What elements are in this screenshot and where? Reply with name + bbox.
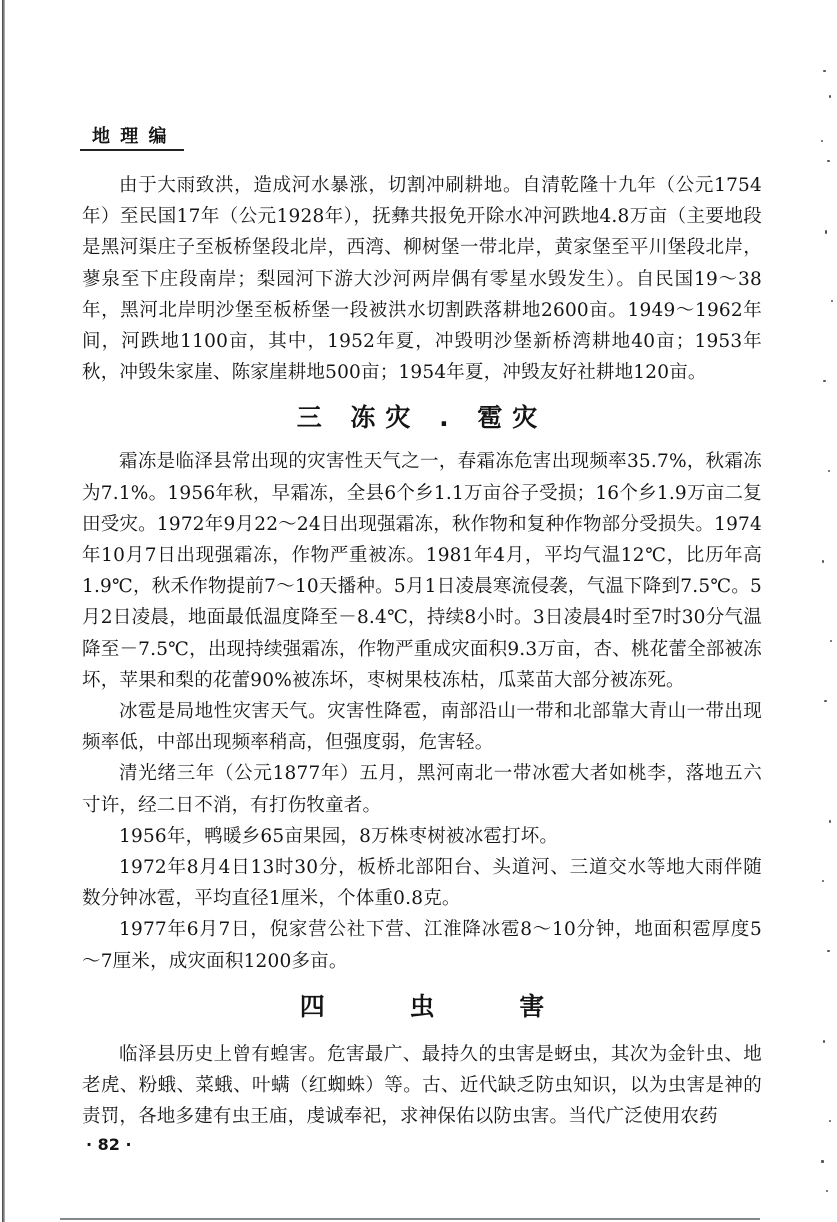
page-left-edge-shadow (2, 0, 5, 1222)
paragraph-hail-1972: 1972年8月4日13时30分，板桥北部阳台、头道河、三道交水等地大雨伴随数分钟冰雹，平均直径1厘米，个体重0.8克。 (82, 857, 762, 910)
scan-speck (829, 820, 831, 823)
section-heading-frost-hail: 三 冻灾 . 雹灾 (296, 403, 548, 433)
scan-speck (823, 380, 826, 382)
scan-speck (824, 700, 827, 702)
paragraph-hail-1877: 清光绪三年（公元1877年）五月，黑河南北一带冰雹大者如桃李，落地五六寸许，经二日不消，有打伤牧童者。 (82, 763, 762, 816)
scan-speck (829, 95, 831, 98)
page-number: · 82 · (86, 1135, 132, 1154)
header-underline (80, 149, 184, 151)
scan-speck (828, 470, 830, 472)
running-header: 地 理 编 (92, 126, 169, 147)
scan-speck (825, 230, 827, 234)
scan-speck (821, 140, 823, 142)
scan-speck (826, 1190, 828, 1192)
paragraph-hail-overview: 冰雹是局地性灾害天气。灾害性降雹，南部沿山一带和北部靠大青山一带出现频率低，中部出现频率稍高，但强度弱，危害轻。 (82, 701, 762, 754)
scan-noise-right-margin (817, 0, 837, 1222)
scan-speck (821, 1160, 824, 1163)
scan-speck (822, 880, 824, 882)
scan-speck (829, 1120, 831, 1122)
scan-speck (827, 160, 830, 162)
paragraph-hail-1977: 1977年6月7日，倪家营公社下营、江淮降冰雹8～10分钟，地面积雹厚度5～7厘米，成灾面积1200多亩。 (82, 919, 762, 972)
scan-speck (823, 1040, 825, 1043)
paragraph-frost: 霜冻是临泽县常出现的灾害性天气之一，春霜冻危害出现频率35.7%，秋霜冻为7.1%。1956年秋，早霜冻，全县6个乡1.1万亩谷子受损；16个乡1.9万亩二复田受灾。1972年9月22～24日出现强霜冻，秋作物和复种作物部分受损失。1974年10月7日出现强霜冻，作物严重被冻。1981年4月，平均气温12℃，比历年高1.9℃，秋禾作物提前7～10天播种。5月1日凌晨寒流侵袭，气温下降到7.5℃。5月2日凌晨，地面最低温度降至－8.4℃，持续8小时。3日凌晨4时至7时30分气温降至－7.5℃，出现持续强霜冻，作物严重成灾面积9.3万亩，杏、桃花蕾全部被冻坏，苹果和梨的花蕾90%被冻坏，枣树果枝冻枯，瓜菜苗大部分被冻死。 (82, 451, 762, 691)
scan-speck (827, 950, 830, 952)
scan-speck (822, 560, 824, 563)
page-bottom-edge (60, 1218, 760, 1220)
page-body (82, 170, 762, 1132)
section-heading-insect-pests: 四 虫 害 (299, 991, 583, 1021)
paragraph-hail-1956: 1956年，鸭暖乡65亩果园，8万株枣树被冰雹打坏。 (119, 825, 559, 847)
scan-speck (823, 70, 826, 72)
scan-speck (830, 640, 832, 642)
paragraph-flood: 由于大雨致洪，造成河水暴涨，切割冲刷耕地。自清乾隆十九年（公元1754年）至民国17年（公元1928年），抚彝共报免开除水冲河跌地4.8万亩（主要地段是黑河渠庄子至板桥堡段北岸，西湾、柳树堡一带北岸，黄家堡至平川堡段北岸，蓼泉至下庄段南岸；梨园河下游大沙河两岸偶有零星水毁发生）。自民国19～38年，黑河北岸明沙堡至板桥堡一段被洪水切割跌落耕地2600亩。1949～1962年间，河跌地1100亩，其中，1952年夏，冲毁明沙堡新桥湾耕地40亩；1953年秋，冲毁朱家崖、陈家崖耕地500亩；1954年夏，冲毁友好社耕地120亩。 (82, 175, 762, 384)
scan-speck (831, 300, 833, 302)
paragraph-insect-pests: 临泽县历史上曾有蝗害。危害最广、最持久的虫害是蚜虫，其次为金针虫、地老虎、粉蛾、菜蛾、叶螨（红蜘蛛）等。古、近代缺乏防虫知识，以为虫害是神的责罚，各地多建有虫王庙，虔诚奉祀，求神保佑以防虫害。当代广泛使用农药 (82, 1043, 762, 1128)
